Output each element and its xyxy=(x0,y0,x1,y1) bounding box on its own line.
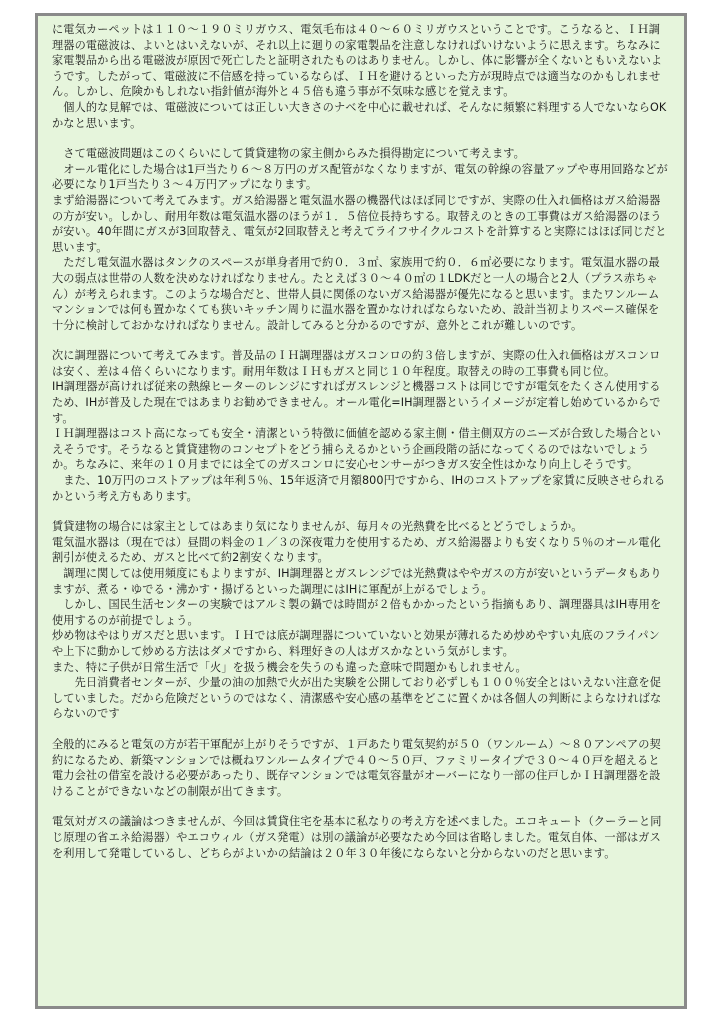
paragraph-personal-view: 個人的な見解では、電磁波については正しい大きさのナベを中心に載せれば、そんなに頻繁に料理する人でないならOKかなと思います。 xyxy=(52,100,667,130)
paragraph-all-electric-cost: オール電化にした場合は1戸当たり６～８万円のガス配管がなくなりますが、電気の幹線の容量アップや専用回路などが必要になり1戸当たり３～４万円アップになります。 xyxy=(52,162,668,192)
paragraph-landlord-intro: さて電磁波問題はこのくらいにして賃貸建物の家主側からみた損得勘定について考えます。 xyxy=(52,147,525,161)
section-gap xyxy=(52,504,670,519)
section-gap xyxy=(52,799,670,814)
paragraph-stir-fry: 炒め物はやはりガスだと思います。ＩＨでは底が調理器についていないと効果が薄れるため炒めやすい丸底のフライパンや上下に動かして炒める方法はダメですから、料理好きの人はガスかなという気がします。 xyxy=(52,629,660,658)
section-gap xyxy=(52,131,670,146)
section-gap xyxy=(52,722,670,737)
paragraph-tank-space: ただし電気温水器はタンクのスペースが単身者用で約０．３㎡、家族用で約０．６㎡必要になります。電気温水器の最大の弱点は世帯の人数を決めなければなりません。たとえば３０～４０㎡の１LDKだと一人の場合と2人（プラス赤ちゃん）が考えられます。このような場合だと、世帯人員に関係のないガス給湯器が優先になると思います。またワンルームマンションでは何も置かなくても狭いキッチン周りに温水器を置かなければならないため、設計当初よりスペース確保を十分に検討しておかなければなりません。設計してみると分かるのですが、意外とこれが難しいのです。 xyxy=(52,256,660,332)
section-gap xyxy=(52,333,670,348)
paragraph-heater-range: IH調理器が高ければ従来の熱線ヒーターのレンジにすればガスレンジと機器コストは同じですが電気をたくさん使用するため、IHが普及した現在ではあまりお勧めできません。オール電化=IH調理器というイメージが定着し始めているからです。 xyxy=(52,380,661,425)
paragraph-utility-bills: 賃貸建物の場合には家主としてはあまり気になりませんが、毎月々の光熱費を比べるとどうでしょうか。 xyxy=(52,520,583,534)
paragraph-capacity-limits: 全般的にみると電気の方が若干軍配が上がりそうですが、１戸あたり電気契約が５０（ワンルーム）～８０アンペアの契約になるため、新築マンションでは概ねワンルームタイプで４０～５０戸、ファミリータイプで３０～４０戸を超えると電力会社の借室を設ける必要があったり、既存マンションでは電気容量がオーバーになり一部の住戸しかＩＨ調理器を設けることができないなどの制限が出てきます。 xyxy=(52,737,661,798)
paragraph-water-heater: まず給湯器について考えてみます。ガス給湯器と電気温水器の機器代はほぼ同じですが、実際の仕入れ価格はガス給湯器の方が安い。しかし、耐用年数は電気温水器のほうが１．５倍位長持ちする。取替えのときの工事費はガス給湯器のほうが安い。40年間にガスが3回取替え、電気が2回取替えと考えてライフサイクルコストを計算すると実際にはほぼ同じだと思います。 xyxy=(52,193,667,254)
paragraph-conclusion: 電気対ガスの議論はつきませんが、今回は賃貸住宅を基本に私なりの考え方を述べました。エコキュート（クーラーと同じ原理の省エネ給湯器）やエコウィル（ガス発電）は別の議論が必要なため今回は省略しました。電気自体、一部はガスを利用して発電しているし、どちらがよいかの結論は２０年３０年後にならないと分からないのだと思います。 xyxy=(52,815,662,860)
paragraph-cooker-cost: 次に調理器について考えてみます。普及品のＩＨ調理器はガスコンロの約３倍しますが、実際の仕入れ価格はガスコンロは安く、差は４倍くらいになります。耐用年数はＩＨもガスと同じ１０年程度。取替えの時の工事費も同じ位。 xyxy=(52,349,661,378)
paragraph-night-power: 電気温水器は（現在では）昼間の料金の１／３の深夜電力を使用するため、ガス給湯器よりも安くなり５％のオール電化割引が使えるため、ガスと比べて約2割安くなります。 xyxy=(52,535,661,565)
paragraph-children-fire: また、特に子供が日常生活で「火」を扱う機会を失うのも違った意味で問題かもしれません。 xyxy=(52,660,527,674)
paragraph-consumer-center: 先日消費者センターが、少量の油の加熱で火が出た実験を公開しており必ずしも１００％安全とはいえない注意を促していました。だから危険だというのではなく、清潔感や安心感の基準をどこに置くかは各個人の判断によらなければならないのです xyxy=(52,676,662,721)
article-panel xyxy=(35,13,687,1009)
paragraph-cost-rent: また、10万円のコストアップは年利５％、15年返済で月額800円ですから、IHのコストアップを家賃に反映させられるかという考え方もあります。 xyxy=(52,474,666,503)
paragraph-ih-needs: ＩＨ調理器はコスト高になっても安全・清潔という特徴に価値を認める家主側・借主側双方のニーズが合致した場合といえそうです。そうなると賃貸建物のコンセプトをどう捕らえるかという企画段階の話になってくるのではないでしょうか。ちなみに、来年の１０月までには全てのガスコンロに安心センサーがつきガス安全性はかなり向上しそうです。 xyxy=(52,427,661,472)
paragraph-cooking-cost: 調理に関しては使用頻度にもよりますが、IH調理器とガスレンジでは光熱費はややガスの方が安いというデータもありますが、煮る・ゆでる・沸かす・揚げるといった調理にはIHに軍配が上がるでしょう。 xyxy=(52,567,662,596)
paragraph-emf-comparison: に電気カーペットは１１０～１９０ミリガウス、電気毛布は４０～６０ミリガウスということです。こうなると、ＩＨ調理器の電磁波は、よいとはいえないが、それ以上に廻りの家電製品を注意しなければいけないように思えます。ちなみに家電製品から出る電磁波が原因で死亡したと証明されたものはありません。しかし、体に影響が全くないともいえないようです。したがって、電磁波に不信感を持っているならば、ＩＨを避けるといった方が現時点では適当なのかもしれません。しかし、危険かもしれない指針値が海外と４５倍も違う事が不気味な感じを覚えます。 xyxy=(52,23,663,99)
paragraph-aluminum-pot: しかし、国民生活センターの実験ではアルミ製の鍋では時間が２倍もかかったという指摘もあり、調理器具はIH専用を使用するのが前提でしょう。 xyxy=(52,598,662,627)
